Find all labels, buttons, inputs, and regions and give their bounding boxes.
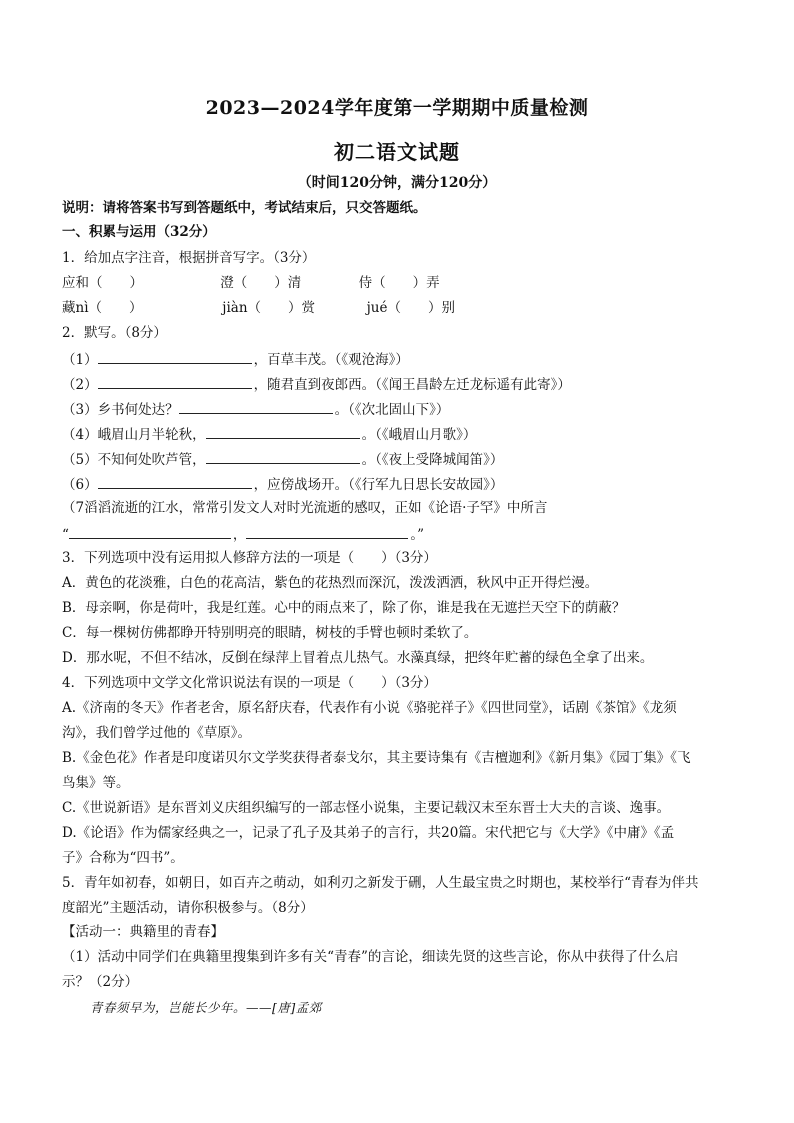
q2-item-3 <box>62 398 742 420</box>
q2-item-4-suffix: 。（《峨眉山月歌》） <box>361 427 477 443</box>
q4-option-d: D.《论语》作为儒家经典之一，记录了孔子及其弟子的言行，共20篇。宋代把它与《大学》《中庸》《孟 <box>62 825 675 841</box>
section-heading: 一、积累与运用（32分） <box>62 224 216 240</box>
q2-item-1-prefix: （1） <box>62 352 98 368</box>
answer-blank[interactable] <box>98 473 252 489</box>
q2-item-5 <box>62 448 742 470</box>
q2-item-5-prefix: （5）不知何处吹芦管， <box>62 452 206 468</box>
q1-item-yinghe: 应和（ ） <box>62 275 143 291</box>
q4-option-c: C.《世说新语》是东晋刘义庆组织编写的一部志怪小说集，主要记载汉末至东晋士大夫的言谈、逸事。 <box>62 800 671 816</box>
answer-blank[interactable] <box>206 423 360 439</box>
q3-option-d: D．那水呢，不但不结冰，反倒在绿萍上冒着点儿热气。水藻真绿，把终年贮蓄的绿色全拿了出来。 <box>62 650 654 666</box>
q2-item-6-suffix: ，应傍战场开。（《行军九日思长安故园》） <box>253 477 504 493</box>
q1-item-jian: jiàn（ ）赏 <box>222 300 316 316</box>
q5-stem: 5．青年如初春，如朝日，如百卉之萌动，如利刃之新发于硎，人生最宝贵之时期也，某校举行“青春为伴共 <box>62 875 699 891</box>
q4-option-a: A.《济南的冬天》作者老舍，原名舒庆春，代表作有小说《骆驼祥子》《四世同堂》，话剧《茶馆》《龙须 <box>62 700 677 716</box>
q4-stem: 4．下列选项中文学文化常识说法有误的一项是（ ）（3分） <box>62 675 437 691</box>
answer-blank[interactable] <box>98 373 252 389</box>
q1-item-chengqing: 澄（ ）清 <box>220 275 302 291</box>
q2-item-6 <box>62 473 742 495</box>
answer-blank[interactable] <box>179 398 333 414</box>
answer-blank[interactable] <box>69 523 231 539</box>
open-quote: “ <box>62 527 69 543</box>
q1-row1 <box>62 273 742 293</box>
q3-option-a: A．黄色的花淡雅，白色的花高洁，紫色的花热烈而深沉，泼泼洒洒，秋风中正开得烂漫。 <box>62 575 599 591</box>
q1-item-shinong: 侍（ ）弄 <box>358 275 440 291</box>
q2-item-4 <box>62 423 742 445</box>
instructions: 说明：请将答案书写到答题纸中，考试结束后，只交答题纸。 <box>62 200 427 216</box>
q4-option-d-cont: 子》合称为“四书”。 <box>62 850 184 866</box>
q5-sub1-cont: 示？（2分） <box>62 974 139 990</box>
answer-blank[interactable] <box>246 523 408 539</box>
q2-item-6-prefix: （6） <box>62 477 98 493</box>
q5-sub1: （1）活动中同学们在典籍里搜集到许多有关“青春”的言论，细读先贤的这些言论，你从中获得了什么启 <box>62 949 679 965</box>
q2-item-2 <box>62 373 742 395</box>
time-note: （时间120分钟，满分120分） <box>297 175 497 191</box>
q2-item-2-suffix: ，随君直到夜郎西。（《闻王昌龄左迁龙标遥有此寄》） <box>253 377 571 393</box>
q1-item-jue: jué（ ）别 <box>366 300 455 316</box>
q2-item-1-suffix: ，百草丰茂。（《观沧海》） <box>253 352 409 368</box>
q2-item-3-suffix: 。（《次北固山下》） <box>334 402 450 418</box>
q2-item-7: （7滔滔流逝的江水，常常引发文人对时光流逝的感叹，正如《论语·子罕》中所言 <box>62 500 548 516</box>
exam-subject-title: 初二语文试题 <box>334 140 460 164</box>
q2-item-1 <box>62 348 742 370</box>
classic-quote: 青春须早为，岂能长少年。——[唐]孟郊 <box>90 1000 322 1015</box>
answer-blank[interactable] <box>98 348 252 364</box>
q2-stem: 2．默写。（8分） <box>62 325 167 341</box>
q4-option-b: B.《金色花》作者是印度诺贝尔文学奖获得者泰戈尔，其主要诗集有《吉檀迦利》《新月集》《园丁集》《飞 <box>62 750 691 766</box>
q2-item-5-suffix: 。（《夜上受降城闻笛》） <box>361 452 504 468</box>
activity-heading: 【活动一：典籍里的青春】 <box>62 924 224 940</box>
q3-option-b: B．母亲啊，你是荷叶，我是红莲。心中的雨点来了，除了你，谁是我在无遮拦天空下的荫蔽？ <box>62 600 626 616</box>
q4-option-b-cont: 鸟集》等。 <box>62 775 130 791</box>
q2-item-7-blanks <box>62 523 742 545</box>
q5-stem-cont: 度韶光”主题活动，请你积极参与。（8分） <box>62 900 314 916</box>
q2-item-3-prefix: （3）乡书何处达？ <box>62 402 179 418</box>
q1-stem: 1．给加点字注音，根据拼音写字。（3分） <box>62 250 316 266</box>
comma: ， <box>232 527 247 543</box>
q1-item-ni: 藏nì（ ） <box>62 300 143 316</box>
q2-item-2-prefix: （2） <box>62 377 98 393</box>
exam-title: 2023—2024学年度第一学期期中质量检测 <box>205 97 589 119</box>
q1-row2 <box>62 298 742 318</box>
answer-blank[interactable] <box>206 448 360 464</box>
q3-option-c: C．每一棵树仿佛都睁开特别明亮的眼睛，树枝的手臂也顿时柔软了。 <box>62 625 478 641</box>
close-quote: 。” <box>410 527 425 543</box>
q3-stem: 3．下列选项中没有运用拟人修辞方法的一项是（ ）（3分） <box>62 550 437 566</box>
q2-item-4-prefix: （4）峨眉山月半轮秋， <box>62 427 206 443</box>
q4-option-a-cont: 沟》，我们曾学过他的《草原》。 <box>62 725 251 741</box>
